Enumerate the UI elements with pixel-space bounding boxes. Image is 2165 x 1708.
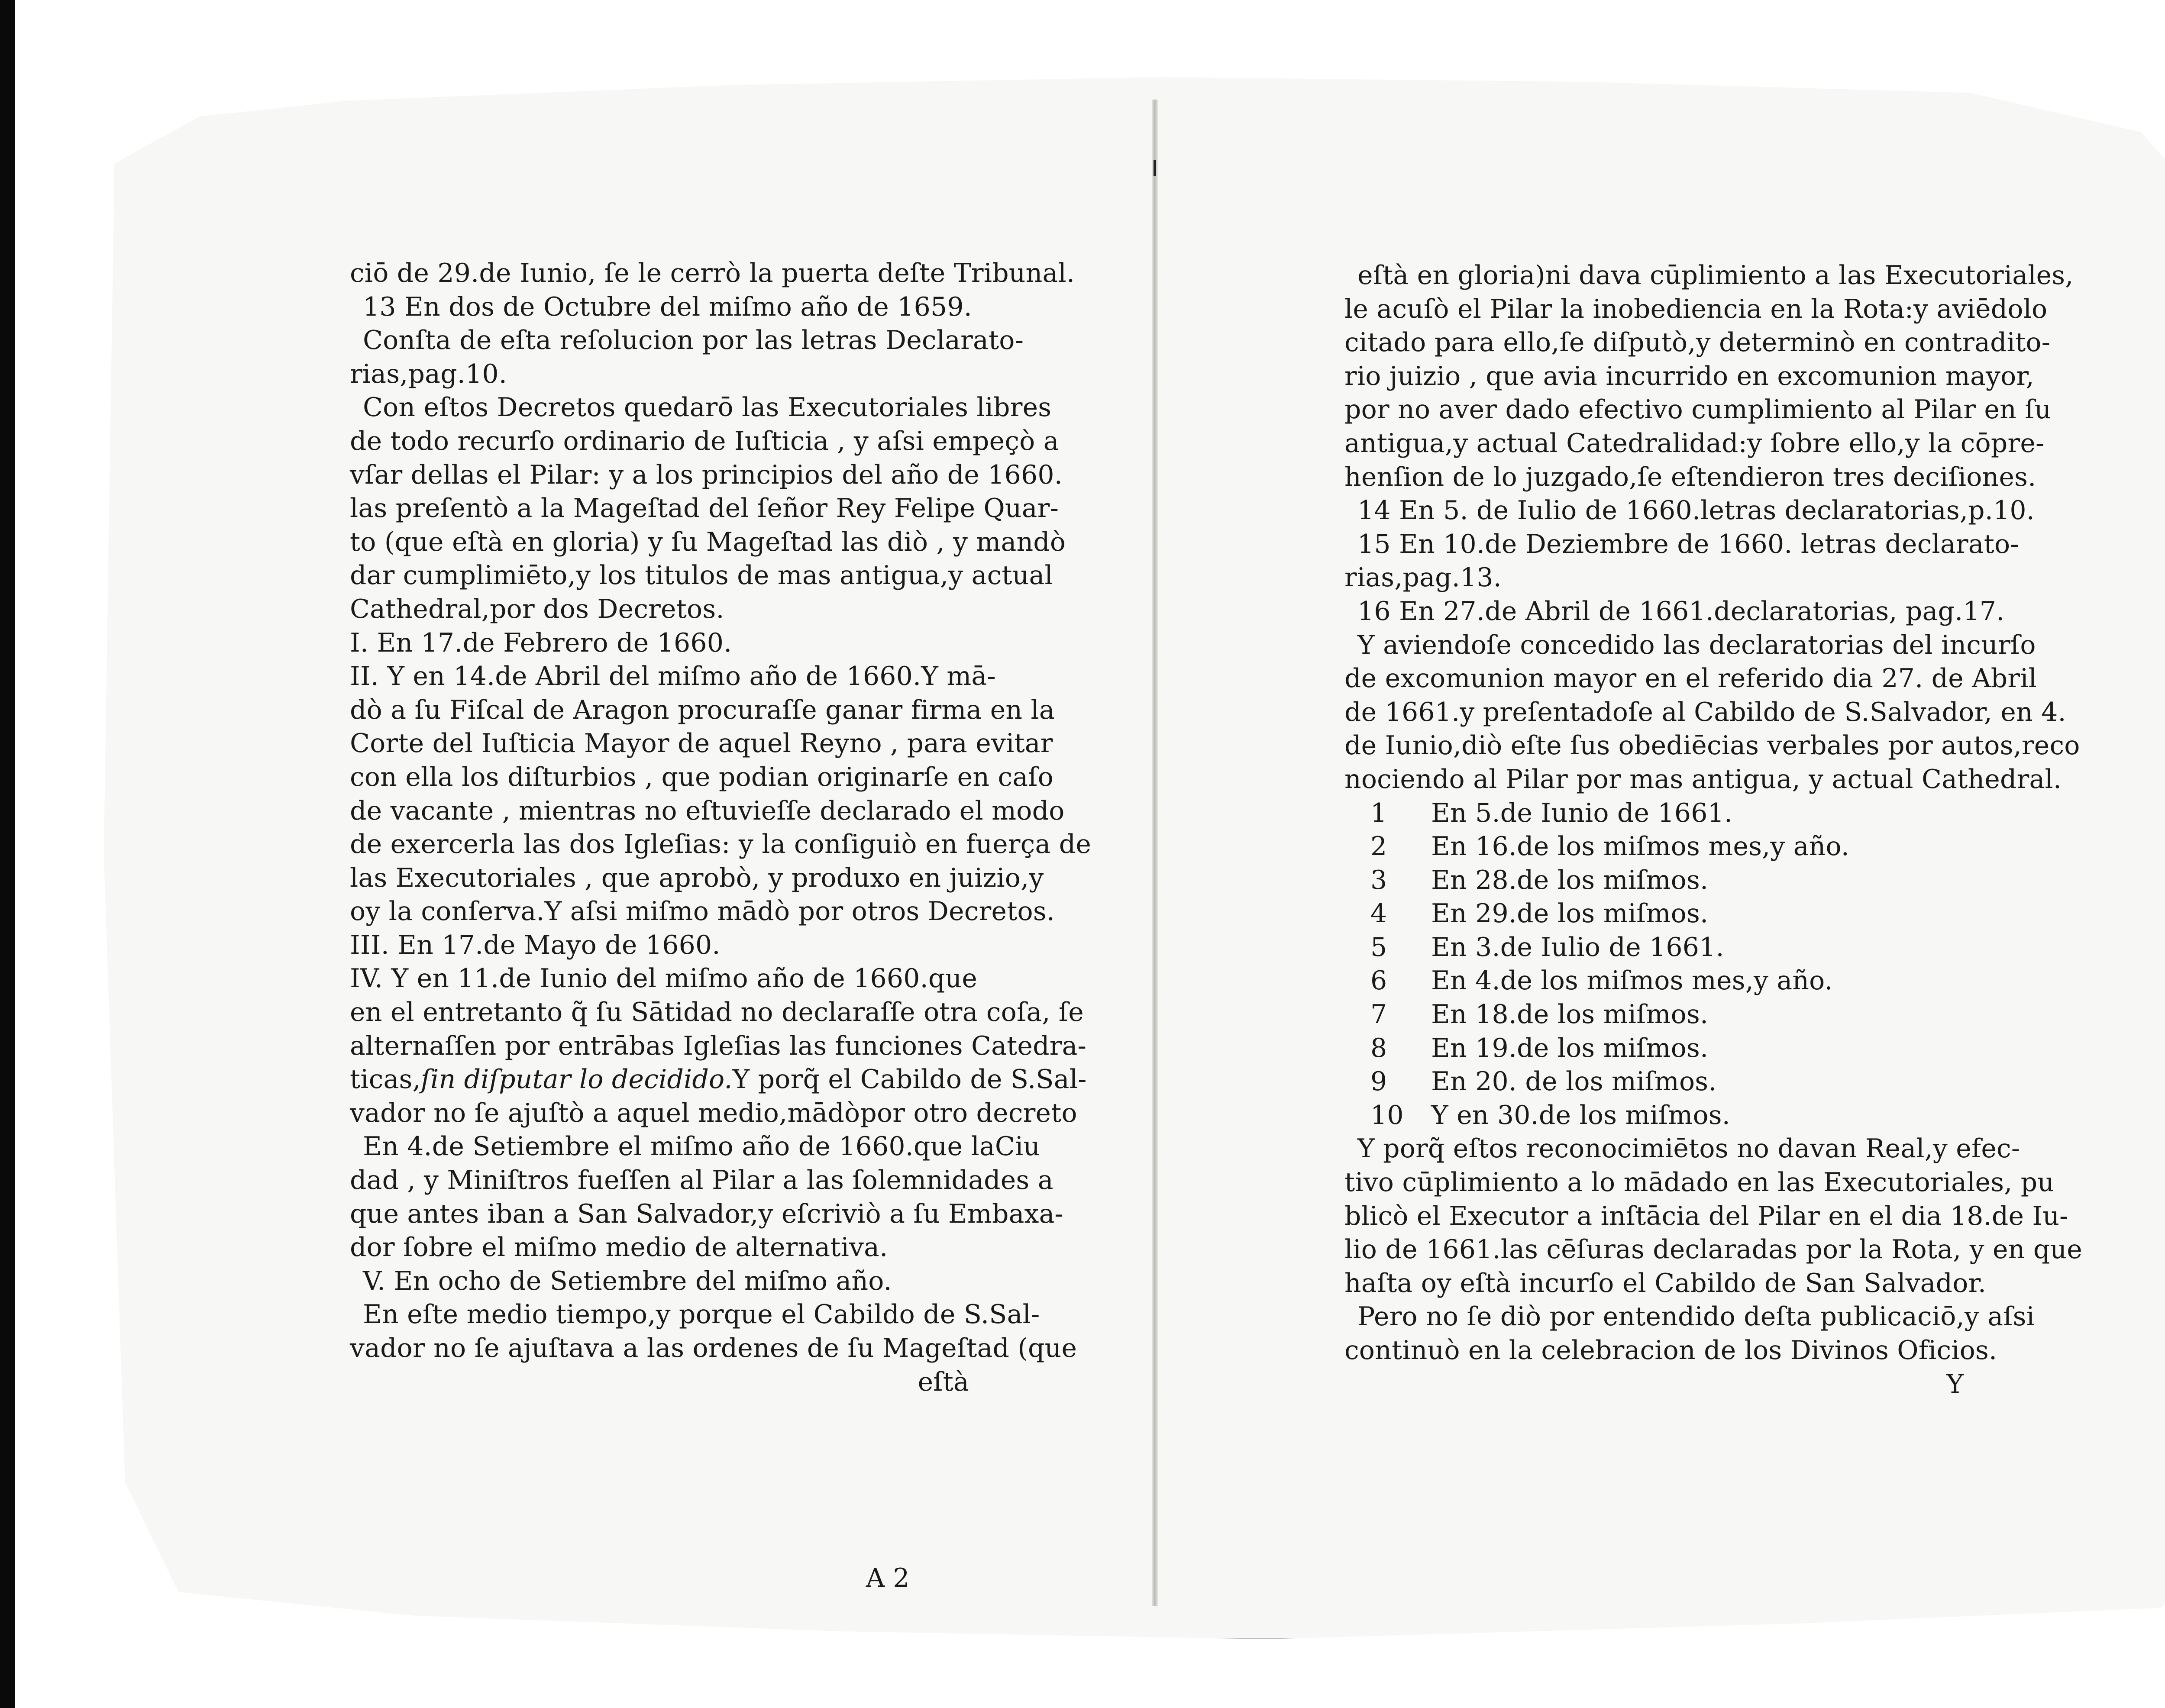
text-line: eſtà en gloria)ni dava cūplimiento a las Executoriales,	[1357, 260, 2074, 291]
text-line: de todo recurſo ordinario de Iuſticia , y aſsi empeçò a	[350, 426, 1059, 456]
text-line: de vacante , mientras no eſtuvieſſe declarado el modo	[350, 795, 1065, 826]
item-text: Y en 30.de los miſmos.	[1431, 1100, 1731, 1130]
text-line: blicò el Executor a inſtācia del Pilar en el dia 18.de Iu-	[1344, 1201, 2068, 1231]
numbered-item	[1344, 797, 1964, 830]
item-number: 1	[1370, 797, 1387, 828]
text-line: lio de 1661.las cēſuras declaradas por la Rota, y en que	[1344, 1234, 2083, 1265]
signature-mark: A 2	[866, 1563, 910, 1593]
item-number: 5	[1370, 932, 1387, 962]
numbered-item	[1344, 998, 1964, 1032]
text-line: que antes iban a San Salvador,y eſcriviò a ſu Embaxa-	[350, 1198, 1064, 1229]
numbered-item	[1344, 964, 1964, 998]
catch-text: eſtà	[918, 1366, 969, 1397]
text-line: 15 En 10.de Deziembre de 1660. letras declarato-	[1357, 529, 2019, 559]
text-line: alternaſſen por entrābas Igleſias las funciones Catedra-	[350, 1030, 1087, 1061]
numbered-item	[1344, 897, 1964, 931]
fold-mark	[1154, 160, 1156, 176]
text-line: to (que eſtà en gloria) y ſu Mageſtad las diò , y mandò	[350, 526, 1066, 557]
text-line: IV. Y en 11.de Iunio del miſmo año de 1660.que	[350, 963, 978, 994]
text-line: V. En ocho de Setiembre del miſmo año.	[363, 1266, 892, 1296]
item-text: En 16.de los miſmos mes,y año.	[1431, 831, 1850, 862]
text-line: Cathedral,por dos Decretos.	[350, 594, 724, 624]
text-line: las preſentò a la Mageſtad del ſeñor Rey Felipe Quar-	[350, 493, 1059, 524]
item-number: 2	[1370, 831, 1387, 862]
text-line: dad , y Miniſtros fueſſen al Pilar a las ſolemnidades a	[350, 1165, 1053, 1196]
text-line: le acuſò el Pilar la inobediencia en la Rota:y aviēdolo	[1344, 294, 2048, 324]
text-line: antigua,y actual Catedralidad:y ſobre ello,y la cōpre-	[1344, 428, 2045, 458]
numbered-item	[1344, 830, 1964, 864]
text-line: haſta oy eſtà incurſo el Cabildo de San Salvador.	[1344, 1268, 1987, 1298]
text-line: Conſta de eſta reſolucion por las letras Declarato-	[363, 325, 1024, 356]
numbered-item	[1344, 1065, 1964, 1099]
text-line: citado para ello,ſe diſputò,y determinò en contradito-	[1344, 327, 2051, 358]
text-line: 13 En dos de Octubre del miſmo año de 1659.	[363, 291, 973, 322]
item-text: En 18.de los miſmos.	[1431, 999, 1709, 1030]
item-number: 6	[1370, 965, 1387, 996]
numbered-item	[1344, 1099, 1964, 1133]
catchword: Y	[1946, 1369, 1964, 1399]
text-line: II. Y en 14.de Abril del miſmo año de 1660.Y mā-	[350, 661, 996, 692]
item-number: 4	[1370, 898, 1387, 929]
text-line: 14 En 5. de Iulio de 1660.letras declaratorias,p.10.	[1357, 495, 2035, 526]
text-line: rio juizio , que avia incurrido en excomunion mayor,	[1344, 361, 2034, 391]
text-line: Con eſtos Decretos quedarō las Executoriales libres	[363, 392, 1052, 423]
item-text: En 20. de los miſmos.	[1431, 1066, 1717, 1097]
item-text: En 28.de los miſmos.	[1431, 865, 1709, 895]
text-line: 16 En 27.de Abril de 1661.declaratorias, pag.17.	[1357, 596, 2005, 626]
right-page	[1344, 259, 2083, 1401]
item-text: En 29.de los miſmos.	[1431, 898, 1709, 929]
text-line: de exercerla las dos Igleſias: y la conſiguiò en fuerça de	[350, 829, 1092, 860]
text-line: henſion de lo juzgado,ſe eſtendieron tres deciſiones.	[1344, 462, 2036, 492]
item-number: 3	[1370, 865, 1387, 895]
item-number: 9	[1370, 1066, 1387, 1097]
text-line: Pero no ſe diò por entendido deſta publicaciō,y aſsi	[1357, 1301, 2035, 1332]
text-line: vador no ſe ajuſtò a aquel medio,mādòpor otro decreto	[350, 1098, 1077, 1128]
numbered-item	[1344, 864, 1964, 898]
text-line-italic: ticas,ſin diſputar lo decidido.Y porq̃ el Cabildo de S.Sal-	[350, 1064, 1087, 1095]
text-line: las Executoriales , que aprobò, y produxo en juizio,y	[350, 862, 1044, 893]
item-number: 10	[1370, 1100, 1404, 1130]
text-line: de excomunion mayor en el referido dia 27. de Abril	[1344, 663, 2037, 694]
text-line: por no aver dado efectivo cumplimiento al Pilar en ſu	[1344, 394, 2052, 425]
text-line: Y aviendoſe concedido las declaratorias del incurſo	[1357, 630, 2036, 660]
italic-phrase: ſin diſputar lo decidido.	[420, 1064, 733, 1095]
item-text: En 5.de Iunio de 1661.	[1431, 797, 1733, 828]
text-line: oy la conſerva.Y aſsi miſmo mādò por otros Decretos.	[350, 896, 1055, 927]
text-line: en el entretanto q̃ ſu Sātidad no declaraſſe otra coſa, ſe	[350, 997, 1084, 1028]
item-text: En 19.de los miſmos.	[1431, 1033, 1709, 1063]
text-line: En eſte medio tiempo,y porque el Cabildo de S.Sal-	[363, 1299, 1040, 1330]
text-line: ciō de 29.de Iunio, ſe le cerrò la puerta deſte Tribunal.	[350, 258, 1075, 288]
text-line: con ella los diſturbios , que podian originarſe en caſo	[350, 762, 1053, 792]
item-number: 8	[1370, 1033, 1387, 1063]
numbered-item	[1344, 931, 1964, 965]
text-line: III. En 17.de Mayo de 1660.	[350, 930, 721, 960]
text-line: Corte del Iuſticia Mayor de aquel Reyno , para evitar	[350, 728, 1053, 759]
text-line: I. En 17.de Febrero de 1660.	[350, 627, 732, 658]
text-line: rias,pag.10.	[350, 358, 507, 389]
text-line: dar cumplimiēto,y los titulos de mas antigua,y actual	[350, 560, 1053, 591]
text-line: dor ſobre el miſmo medio de alternativa.	[350, 1232, 888, 1263]
text-line: nociendo al Pilar por mas antigua, y actual Cathedral.	[1344, 764, 2062, 794]
text-line: En 4.de Setiembre el miſmo año de 1660.que laCiu	[363, 1131, 1040, 1162]
text-line: tivo cūplimiento a lo mādado en las Executoriales, pu	[1344, 1167, 2055, 1198]
text-line: de Iunio,diò eſte ſus obediēcias verbales por autos,reco	[1344, 730, 2080, 761]
text-line: continuò en la celebracion de los Divinos Oficios.	[1344, 1335, 1997, 1366]
item-text: En 4.de los miſmos mes,y año.	[1431, 965, 1833, 996]
text-line: Y porq̃ eſtos reconocimiētos no davan Real,y efec-	[1357, 1133, 2020, 1164]
item-text: En 3.de Iulio de 1661.	[1431, 932, 1724, 962]
item-number: 7	[1370, 999, 1387, 1030]
scanner-border	[0, 0, 15, 1708]
numbered-item	[1344, 1032, 1964, 1065]
text-line: vſar dellas el Pilar: y a los principios del año de 1660.	[350, 459, 1063, 490]
center-fold	[1152, 100, 1158, 1606]
left-page	[350, 257, 1092, 1399]
text-line: vador no ſe ajuſtava a las ordenes de ſu Mageſtad (que	[350, 1333, 1077, 1363]
text-line: dò a ſu Fiſcal de Aragon procuraſſe ganar firma en la	[350, 694, 1055, 725]
text-line: rias,pag.13.	[1344, 562, 1502, 593]
text-line: de 1661.y preſentadoſe al Cabildo de S.Salvador, en 4.	[1344, 697, 2066, 727]
